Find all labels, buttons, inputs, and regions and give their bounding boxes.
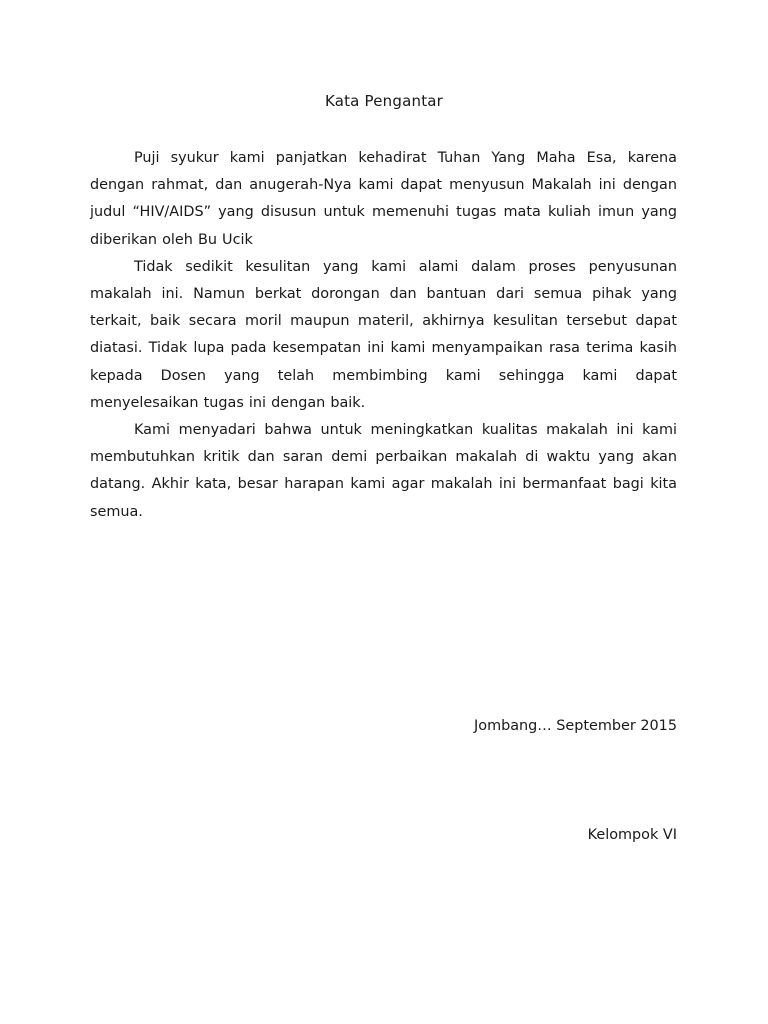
body-text <box>90 145 677 526</box>
paragraph-opening: Puji syukur kami panjatkan kehadirat Tuhan Yang Maha Esa, karena dengan rahmat, dan anugerah-Nya kami dapat menyusun Makalah ini dengan judul “HIV/AIDS” yang disusun untuk memenuhi tugas mata kuliah imun yang diberikan oleh Bu Ucik <box>90 150 677 248</box>
page-title: Kata Pengantar <box>324 92 444 110</box>
signature: Kelompok VI <box>587 827 677 843</box>
place-date: Jombang… September 2015 <box>474 718 677 734</box>
paragraph-difficulties: Tidak sedikit kesulitan yang kami alami dalam proses penyusunan makalah ini. Namun berkat dorongan dan bantuan dari semua pihak yang terkait, baik secara moril maupun materil, akhirnya kesulitan tersebut dapat diatasi. Tidak lupa pada kesempatan ini kami menyampaikan rasa terima kasih kepada Dosen yang telah membimbing kami sehingga kami dapat menyelesaikan tugas ini dengan baik. <box>90 258 677 411</box>
paragraph-closing: Kami menyadari bahwa untuk meningkatkan kualitas makalah ini kami membutuhkan kritik dan saran demi perbaikan makalah di waktu yang akan datang. Akhir kata, besar harapan kami agar makalah ini bermanfaat bagi kita semua. <box>90 422 677 520</box>
